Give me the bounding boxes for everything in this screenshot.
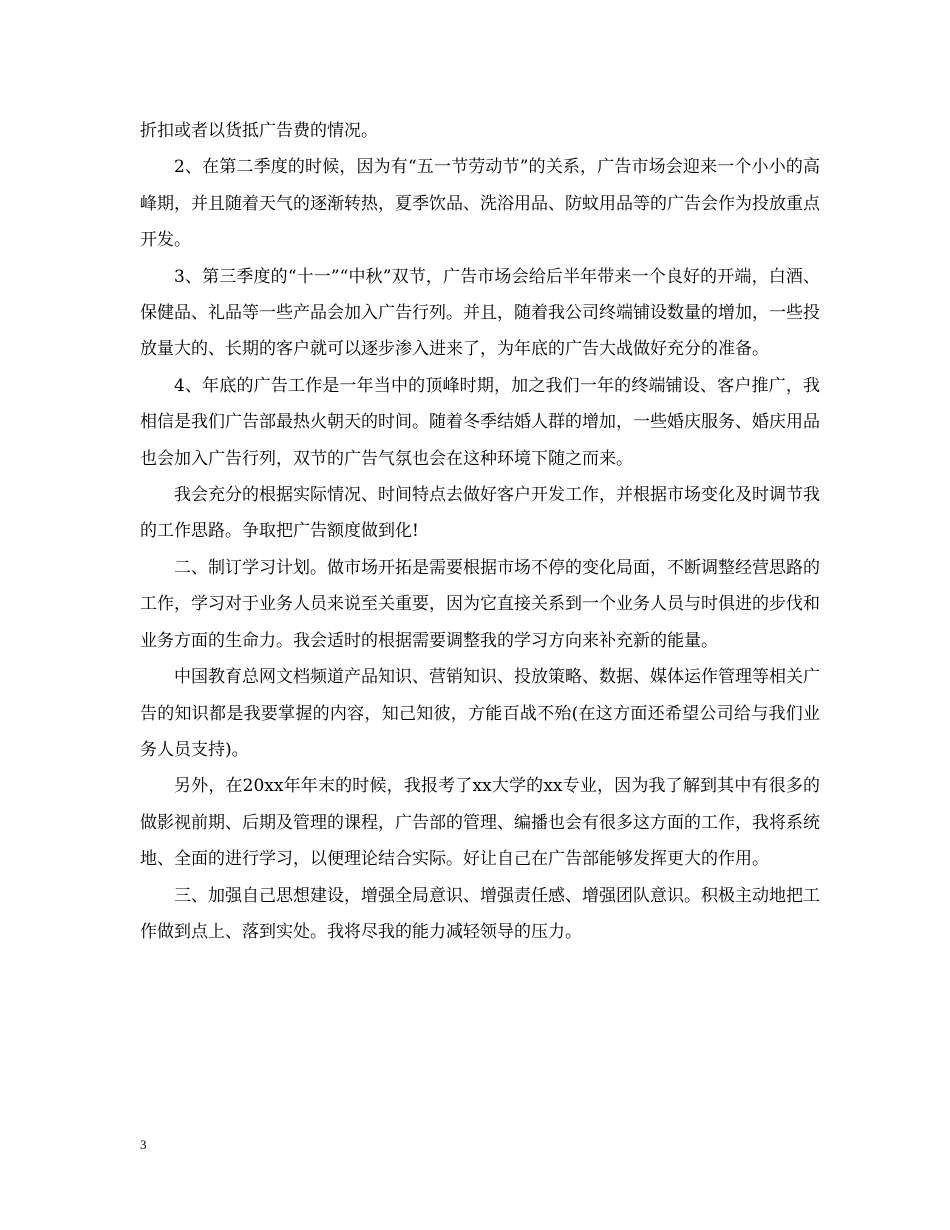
paragraph-client-development: 我会充分的根据实际情况、时间特点去做好客户开发工作，并根据市场变化及时调节我的工作思路。争取把广告额度做到化!	[140, 485, 820, 542]
paragraph-year-end: 4、年底的广告工作是一年当中的顶峰时期，加之我们一年的终端铺设、客户推广，我相信是我们广告部最热火朝天的时间。随着冬季结婚人群的增加，一些婚庆服务、婚庆用品也会加入广告行列，双节的广告气氛也会在这种环境下随之而来。	[140, 375, 820, 469]
document-body	[140, 113, 820, 950]
paragraph-q3: 3、第三季度的“十一”“中秋”双节，广告市场会给后半年带来一个良好的开端，白酒、保健品、礼品等一些产品会加入广告行列。并且，随着我公司终端铺设数量的增加，一些投放量大的、长期的客户就可以逐步渗入进来了，为年底的广告大战做好充分的准备。	[140, 266, 820, 360]
page-number: 3	[140, 1137, 147, 1152]
paragraph-continuation: 折扣或者以货抵广告费的情况。	[140, 121, 378, 141]
paragraph-knowledge: 中国教育总网文档频道产品知识、营销知识、投放策略、数据、媒体运作管理等相关广告的知识都是我要掌握的内容，知己知彼，方能百战不殆(在这方面还希望公司给与我们业务人员支持)。	[140, 667, 820, 760]
paragraph-university: 另外，在20xx年年末的时候，我报考了xx大学的xx专业，因为我了解到其中有很多的做影视前期、后期及管理的课程，广告部的管理、编播也会有很多这方面的工作，我将系统地、全面的进行学习，以便理论结合实际。好让自己在广告部能够发挥更大的作用。	[140, 776, 820, 870]
paragraph-self-improvement: 三、加强自己思想建设，增强全局意识、增强责任感、增强团队意识。积极主动地把工作做到点上、落到实处。我将尽我的能力减轻领导的压力。	[140, 885, 820, 942]
paragraph-study-plan: 二、制订学习计划。做市场开拓是需要根据市场不停的变化局面，不断调整经营思路的工作，学习对于业务人员来说至关重要，因为它直接关系到一个业务人员与时俱进的步伐和业务方面的生命力。我会适时的根据需要调整我的学习方向来补充新的能量。	[140, 557, 820, 651]
paragraph-q2: 2、在第二季度的时候，因为有“五一节劳动节”的关系，广告市场会迎来一个小小的高峰期，并且随着天气的逐渐转热，夏季饮品、洗浴用品、防蚊用品等的广告会作为投放重点开发。	[140, 157, 820, 251]
